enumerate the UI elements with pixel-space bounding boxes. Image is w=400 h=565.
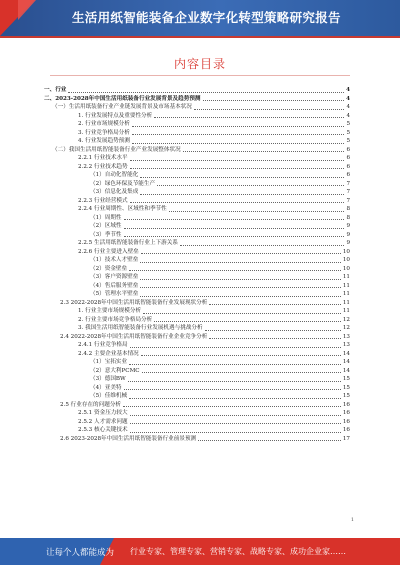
toc-leader-dots <box>183 151 345 152</box>
toc-entry-page: 11 <box>342 282 350 289</box>
toc-entry-page: 4 <box>346 104 350 110</box>
toc-entry[interactable] <box>44 358 350 367</box>
toc-entry-page: 10 <box>342 265 350 272</box>
toc-entry-text: 2.2.6 行业主要进入壁垒 <box>44 248 140 257</box>
toc-entry-text: 3. 行业竞争格局分析 <box>44 129 131 138</box>
toc-entry-text: （1）技术人才壁垒 <box>44 256 139 265</box>
toc-entry-page: 17 <box>342 435 350 442</box>
toc-entry-text: 2.2.1 行业技术水平 <box>44 154 129 163</box>
toc-entry-text: （3）信息化及集成 <box>44 188 139 197</box>
toc-entry[interactable] <box>44 180 350 189</box>
toc-entry-text: （5）管理水平壁垒 <box>44 290 139 299</box>
toc-entry-page: 7 <box>346 180 350 187</box>
toc-entry[interactable] <box>44 112 350 121</box>
report-header <box>0 0 400 36</box>
toc-leader-dots <box>140 296 341 297</box>
toc-entry-text: 2.2.2 行业技术趋势 <box>44 163 129 172</box>
toc-entry-text: 2.4 2022-2028年中国生活用纸智能装备行业企业竞争分析 <box>44 333 208 342</box>
toc-leader-dots <box>205 330 341 331</box>
toc-entry[interactable] <box>44 409 350 418</box>
toc-entry-page: 12 <box>342 316 350 323</box>
toc-entry[interactable] <box>44 392 350 401</box>
toc-entry-page: 13 <box>342 342 350 348</box>
toc-entry-page: 11 <box>342 274 350 280</box>
toc-leader-dots <box>68 92 344 93</box>
toc-entry-page: 13 <box>342 333 350 340</box>
toc-entry-text: 2.2.4 行业周期性、区域性和季节性 <box>44 205 168 214</box>
toc-entry-page: 11 <box>342 291 350 297</box>
toc-leader-dots <box>209 304 341 305</box>
toc-entry[interactable] <box>44 197 350 206</box>
toc-entry-page: 14 <box>342 367 350 374</box>
toc-entry-page: 16 <box>342 401 350 408</box>
toc-entry-page: 5 <box>346 129 350 136</box>
toc-entry-text: 2.4.2 主要企业基本情况 <box>44 350 140 359</box>
toc-entry-text: 2. 行业市场规模分析 <box>44 120 131 129</box>
toc-leader-dots <box>130 347 341 348</box>
table-of-contents <box>44 86 350 443</box>
toc-entry-text: 4. 行业发展趋势预测 <box>44 137 131 146</box>
toc-entry-text: 2.5 行业存在的问题分析 <box>44 401 122 410</box>
toc-entry[interactable] <box>44 426 350 435</box>
toc-entry[interactable] <box>44 316 350 325</box>
toc-leader-dots <box>180 245 345 246</box>
toc-leader-dots <box>154 321 341 322</box>
toc-entry[interactable] <box>44 239 350 248</box>
toc-leader-dots <box>130 168 345 169</box>
toc-leader-dots <box>209 338 341 339</box>
toc-entry-text: 2. 行业主要市场竞争格局分析 <box>44 316 153 325</box>
toc-entry-text: （2）资金壁垒 <box>44 265 128 274</box>
toc-entry-text: （4）售后服务壁垒 <box>44 282 139 291</box>
toc-entry[interactable] <box>44 299 350 308</box>
toc-leader-dots <box>140 279 341 280</box>
toc-leader-dots <box>194 109 345 110</box>
toc-entry[interactable] <box>44 367 350 376</box>
header-red-triangle-accent <box>18 0 36 20</box>
toc-entry-page: 4 <box>346 87 350 93</box>
toc-entry[interactable] <box>44 375 350 384</box>
toc-entry-page: 6 <box>346 155 350 161</box>
toc-entry-text: 1. 行业主要市场规模分析 <box>44 307 142 316</box>
toc-entry-text: 2.5.2 人才需求问题 <box>44 418 129 427</box>
toc-leader-dots <box>130 160 345 161</box>
toc-leader-dots <box>130 432 341 433</box>
toc-title: 内容目录 <box>173 57 226 71</box>
toc-entry-page: 9 <box>346 231 350 238</box>
toc-entry-page: 12 <box>342 325 350 331</box>
toc-entry-text: 2.3 2022-2028年中国生活用纸智能装备行业发展现状分析 <box>44 299 208 308</box>
toc-entry-page: 16 <box>342 410 350 416</box>
toc-leader-dots <box>140 262 341 263</box>
toc-entry[interactable] <box>44 290 350 299</box>
toc-leader-dots <box>130 415 341 416</box>
toc-entry[interactable] <box>44 146 350 155</box>
toc-entry-page: 5 <box>346 138 350 144</box>
toc-entry-page: 8 <box>346 214 350 221</box>
toc-entry[interactable] <box>44 129 350 138</box>
toc-leader-dots <box>130 423 341 424</box>
toc-entry[interactable] <box>44 282 350 291</box>
toc-entry-page: 9 <box>346 240 350 246</box>
toc-entry[interactable] <box>44 384 350 393</box>
toc-entry[interactable] <box>44 103 350 112</box>
toc-entry-page: 10 <box>342 257 350 263</box>
toc-entry-text: 2.6 2023-2028年中国生活用纸智能装备行业前景预测 <box>44 435 197 444</box>
toc-entry-text: （2）意大利PCMC <box>44 367 141 376</box>
toc-entry-text: （4）亚美特 <box>44 384 123 393</box>
toc-entry-page: 16 <box>342 427 350 433</box>
toc-entry-text: （3）客户资源壁垒 <box>44 273 139 282</box>
toc-entry[interactable] <box>44 333 350 342</box>
toc-leader-dots <box>140 194 344 195</box>
toc-entry-text: （二）我国生活用纸智能装备行业产业发展整体状况 <box>44 146 182 155</box>
toc-entry[interactable] <box>44 307 350 316</box>
toc-leader-dots <box>124 236 345 237</box>
toc-entry[interactable] <box>44 248 350 257</box>
toc-leader-dots <box>141 355 341 356</box>
toc-entry[interactable] <box>44 231 350 240</box>
toc-entry[interactable] <box>44 435 350 444</box>
toc-leader-dots <box>123 406 341 407</box>
toc-leader-dots <box>140 177 344 178</box>
toc-leader-dots <box>142 372 341 373</box>
toc-entry-page: 9 <box>346 223 350 229</box>
toc-entry[interactable] <box>44 95 350 104</box>
toc-entry[interactable] <box>44 171 350 180</box>
toc-entry[interactable] <box>44 205 350 214</box>
toc-entry[interactable] <box>44 341 350 350</box>
toc-entry-page: 6 <box>346 163 350 170</box>
toc-entry[interactable] <box>44 273 350 282</box>
toc-entry-page: 16 <box>342 418 350 425</box>
footer-slogan-left: 让每个人都能成为 <box>46 548 115 558</box>
toc-entry[interactable] <box>44 350 350 359</box>
toc-entry[interactable] <box>44 137 350 146</box>
toc-entry-page: 8 <box>346 206 350 212</box>
toc-entry[interactable] <box>44 154 350 163</box>
toc-leader-dots <box>124 389 341 390</box>
toc-entry-text: （2）区域性 <box>44 222 123 231</box>
toc-entry-text: （1）周期性 <box>44 214 123 223</box>
toc-leader-dots <box>129 398 341 399</box>
toc-leader-dots <box>141 253 341 254</box>
report-footer <box>0 538 400 565</box>
toc-leader-dots <box>132 134 345 135</box>
toc-entry-text: 2.2.3 行业经营模式 <box>44 197 129 206</box>
header-divider <box>0 36 400 38</box>
toc-leader-dots <box>203 100 345 101</box>
toc-entry[interactable] <box>44 120 350 129</box>
toc-entry-text: （3）季节性 <box>44 231 123 240</box>
toc-title-underline <box>50 75 350 76</box>
toc-entry[interactable] <box>44 188 350 197</box>
toc-leader-dots <box>132 143 345 144</box>
toc-entry-text: 二、2023-2028年中国生活用纸装备行业发展背景及趋势预测 <box>44 95 201 102</box>
toc-entry-text: （一）生活用纸装备行业产业链发展背景及市场基本状况 <box>44 103 193 112</box>
toc-entry[interactable] <box>44 86 350 95</box>
toc-entry[interactable] <box>44 265 350 274</box>
toc-entry-page: 11 <box>342 299 350 306</box>
toc-entry[interactable] <box>44 256 350 265</box>
toc-entry-text: 1. 行业发展特点及重要性分析 <box>44 112 153 121</box>
toc-leader-dots <box>132 126 345 127</box>
toc-leader-dots <box>130 202 345 203</box>
toc-leader-dots <box>140 287 341 288</box>
toc-entry-page: 10 <box>342 248 350 255</box>
toc-leader-dots <box>129 270 341 271</box>
toc-entry-page: 7 <box>346 197 350 204</box>
toc-leader-dots <box>198 440 341 441</box>
toc-entry[interactable] <box>44 418 350 427</box>
toc-leader-dots <box>124 219 345 220</box>
toc-entry-text: （2）绿色环保及节能生产 <box>44 180 156 189</box>
toc-entry-page: 4 <box>346 112 350 119</box>
page-number: 1 <box>350 517 354 523</box>
toc-leader-dots <box>154 117 344 118</box>
toc-entry[interactable] <box>44 222 350 231</box>
toc-entry-page: 6 <box>346 172 350 178</box>
toc-entry-page: 15 <box>342 384 350 391</box>
toc-entry-page: 7 <box>346 189 350 195</box>
toc-entry-page: 11 <box>342 308 350 314</box>
toc-entry[interactable] <box>44 163 350 172</box>
toc-leader-dots <box>124 228 345 229</box>
toc-entry-text: 2.4.1 行业竞争格局 <box>44 341 129 350</box>
toc-leader-dots <box>157 185 344 186</box>
toc-entry[interactable] <box>44 214 350 223</box>
toc-entry-page: 14 <box>342 350 350 357</box>
toc-entry[interactable] <box>44 401 350 410</box>
toc-entry-page: 6 <box>346 146 350 153</box>
toc-entry-text: （1）宝拓实业 <box>44 358 128 367</box>
toc-leader-dots <box>128 381 341 382</box>
toc-entry-page: 4 <box>346 95 350 102</box>
toc-entry-text: 一、行业 <box>44 87 67 93</box>
toc-entry-text: 2.5.3 核心关键技术 <box>44 426 129 435</box>
toc-entry-page: 15 <box>342 393 350 399</box>
toc-entry-text: 3. 我国生活用纸智能装备行业发展机遇与挑战分析 <box>44 324 204 333</box>
toc-entry-text: 2.5.1 资金压力较大 <box>44 409 129 418</box>
toc-entry-text: 2.2.5 生活用纸智能装备行业上下游关系 <box>44 239 179 248</box>
toc-entry-page: 14 <box>342 359 350 365</box>
toc-entry-page: 5 <box>346 121 350 127</box>
toc-leader-dots <box>129 364 341 365</box>
toc-entry-text: （1）自动化智能化 <box>44 171 139 180</box>
report-title: 生活用纸智能装备企业数字化转型策略研究报告 <box>72 10 341 25</box>
toc-entry[interactable] <box>44 324 350 333</box>
toc-entry-text: （3）德国BW <box>44 375 127 384</box>
toc-entry-text: （5）佳维机械 <box>44 392 128 401</box>
toc-entry-page: 15 <box>342 376 350 382</box>
toc-leader-dots <box>169 211 345 212</box>
footer-slogan-right: 行业专家、管理专家、营销专家、战略专家、成功企业家…… <box>130 547 346 556</box>
toc-leader-dots <box>143 313 341 314</box>
